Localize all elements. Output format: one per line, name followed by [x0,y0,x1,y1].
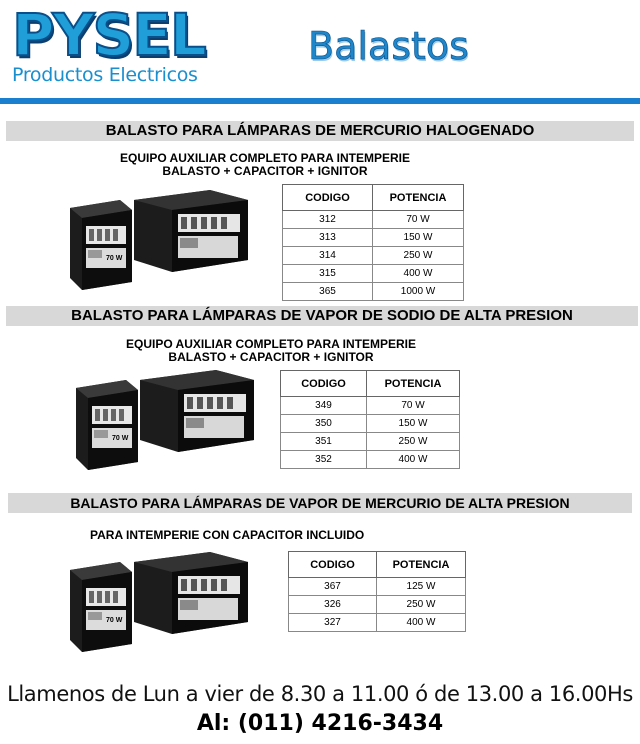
section-subtitle [86,338,456,364]
section-header-mercurio-halogenado [6,121,634,141]
ballast-small-unit [70,562,132,652]
section-header-vapor-mercurio [8,493,632,513]
table-row [283,211,464,229]
ballast-small-unit [70,200,132,290]
section-title: BALASTO PARA LÁMPARAS DE MERCURIO HALOGENADO [105,122,535,139]
power-cell: 250 W [367,433,460,451]
power-cell: 150 W [367,415,460,433]
ballast-product-image [60,186,250,290]
code-cell: 327 [289,614,377,632]
ballast-product-image [60,548,250,652]
ballast-large-unit [134,190,248,272]
code-cell: 315 [283,265,373,283]
code-cell: 352 [281,451,367,469]
section-subtitle [80,152,450,178]
power-cell: 1000 W [373,283,464,301]
product-label: 70 W [112,435,129,442]
phone-number: Al: (011) 4216-3434 [196,711,444,736]
power-cell: 70 W [373,211,464,229]
page-title: Balastos [308,24,469,68]
header-divider [0,98,640,104]
column-header-potencia: POTENCIA [367,371,460,397]
power-cell: 70 W [367,397,460,415]
table-row [283,247,464,265]
code-cell: 312 [283,211,373,229]
power-cell: 400 W [377,614,466,632]
column-header-potencia: POTENCIA [377,552,466,578]
code-cell: 350 [281,415,367,433]
spec-table-mercurio-halogenado [282,184,464,301]
subtitle-line: PARA INTEMPERIE CON CAPACITOR INCLUIDO [90,528,365,542]
subtitle-line: EQUIPO AUXILIAR COMPLETO PARA INTEMPERIE [125,337,417,351]
table-row [289,578,466,596]
table-row [283,229,464,247]
section-title: BALASTO PARA LÁMPARAS DE VAPOR DE SODIO DE ALTA PRESION [71,307,573,324]
column-header-codigo: CODIGO [281,371,367,397]
section-header-vapor-sodio [6,306,638,326]
code-cell: 365 [283,283,373,301]
power-cell: 125 W [377,578,466,596]
subtitle-line: BALASTO + CAPACITOR + IGNITOR [162,164,368,178]
ballast-large-unit [134,552,248,634]
business-hours: Llamenos de Lun a vier de 8.30 a 11.00 ó de 13.00 a 16.00Hs [7,682,633,706]
power-cell: 250 W [377,596,466,614]
power-cell: 400 W [373,265,464,283]
table-row [283,283,464,301]
code-cell: 351 [281,433,367,451]
code-cell: 349 [281,397,367,415]
code-cell: 367 [289,578,377,596]
ballast-large-unit [140,370,254,452]
brand-logo: PYSEL [12,1,205,69]
table-row [289,596,466,614]
brand-subtitle: Productos Electricos [12,64,198,86]
column-header-codigo: CODIGO [289,552,377,578]
ballast-small-unit [76,380,138,470]
spec-table-vapor-sodio [280,370,460,469]
table-row [283,265,464,283]
power-cell: 250 W [373,247,464,265]
code-cell: 326 [289,596,377,614]
section-title: BALASTO PARA LÁMPARAS DE VAPOR DE MERCURIO DE ALTA PRESION [70,495,570,511]
ballast-product-image [66,366,256,470]
power-cell: 400 W [367,451,460,469]
table-row [281,451,460,469]
product-label: 70 W [106,617,123,624]
table-row [281,415,460,433]
power-cell: 150 W [373,229,464,247]
column-header-codigo: CODIGO [283,185,373,211]
column-header-potencia: POTENCIA [373,185,464,211]
spec-table-vapor-mercurio [288,551,466,632]
code-cell: 314 [283,247,373,265]
table-row [281,433,460,451]
subtitle-line: EQUIPO AUXILIAR COMPLETO PARA INTEMPERIE [119,151,411,165]
subtitle-line: BALASTO + CAPACITOR + IGNITOR [168,350,374,364]
table-row [289,614,466,632]
section-subtitle [90,529,420,542]
table-row [281,397,460,415]
product-label: 70 W [106,255,123,262]
code-cell: 313 [283,229,373,247]
